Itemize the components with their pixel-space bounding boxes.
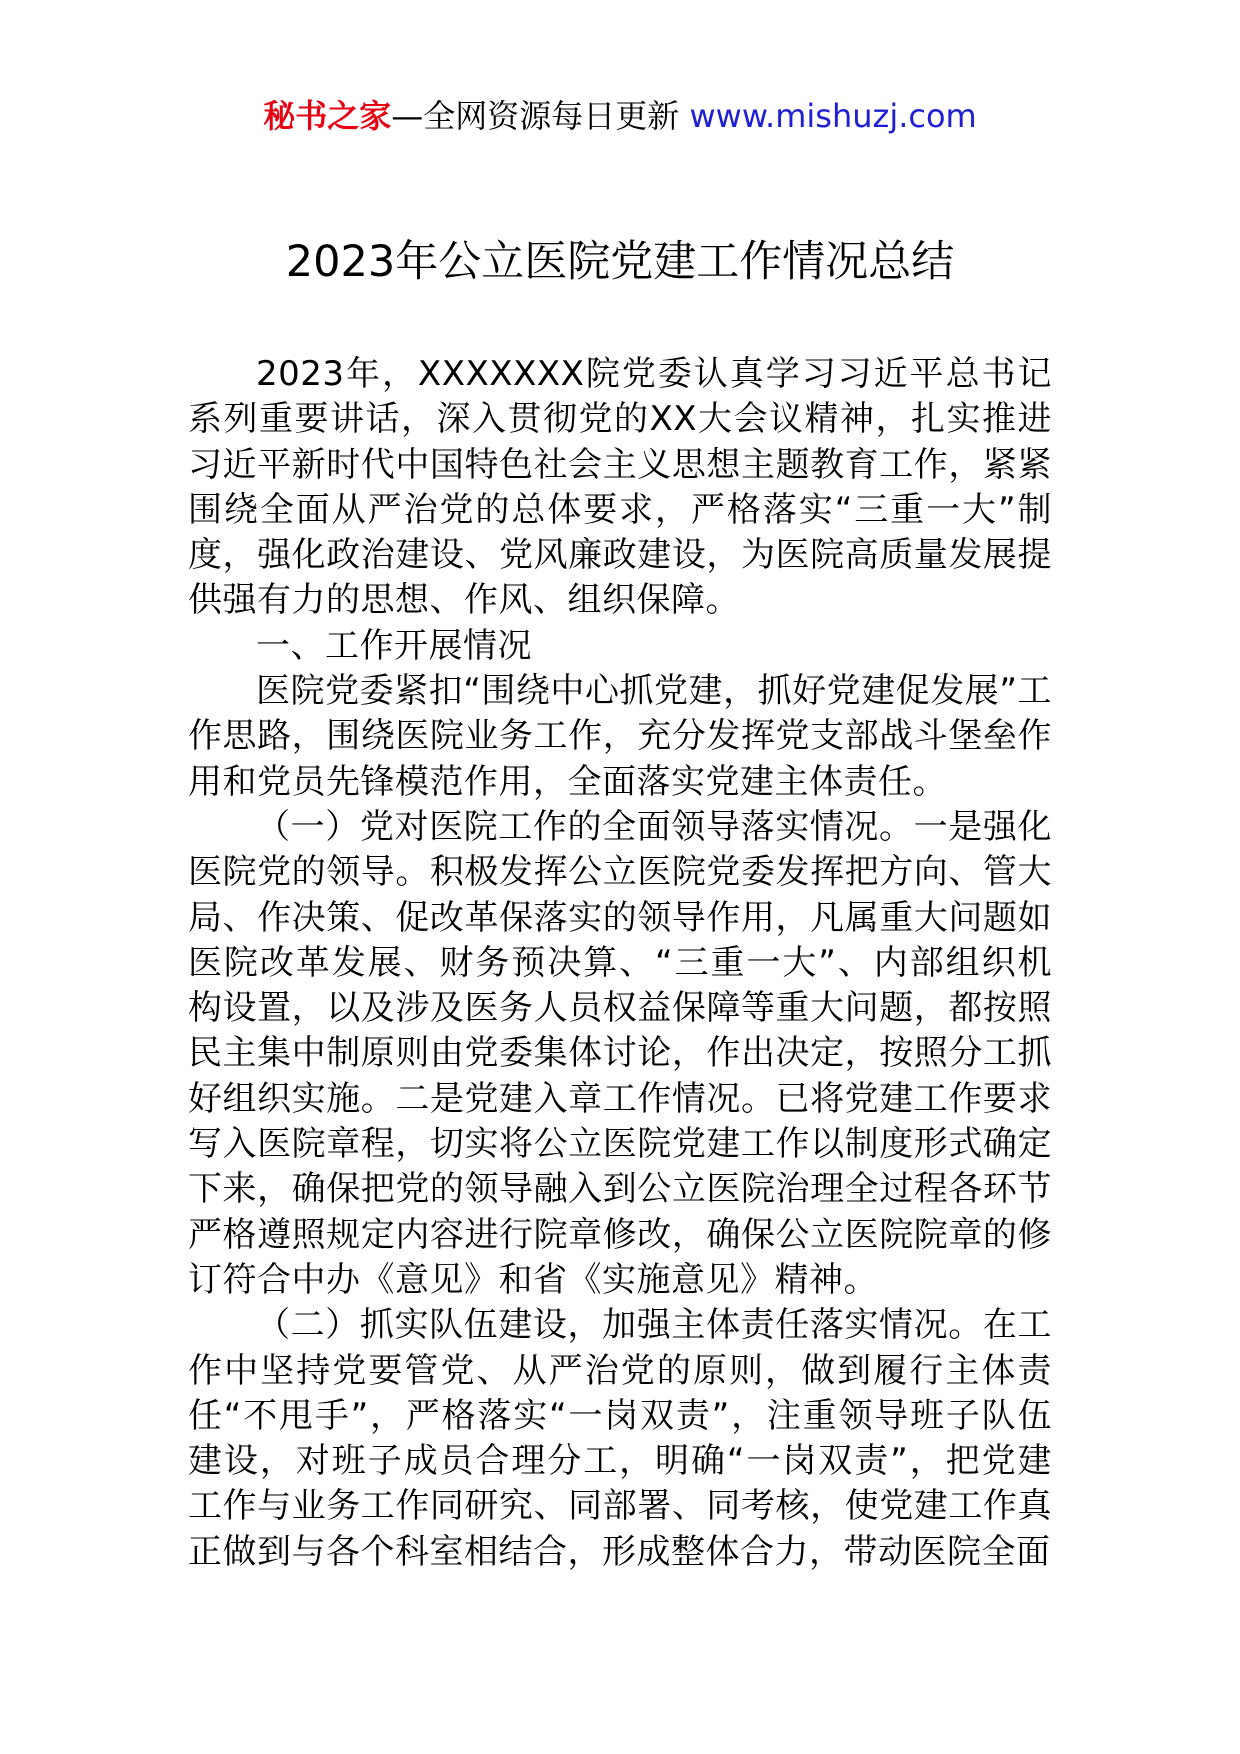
- intro-paragraph: 2023年，XXXXXXX院党委认真学习习近平总书记系列重要讲话，深入贯彻党的XX大会议精神，扎实推进习近平新时代中国特色社会主义思想主题教育工作，紧紧围绕全面从严治党的总体要求，严格落实“三重一大”制度，强化政治建设、党风廉政建设，为医院高质量发展提供强有力的思想、作风、组织保障。: [188, 354, 1052, 621]
- site-header: [0, 96, 1240, 136]
- site-url-link[interactable]: www.mishuzj.com: [689, 97, 977, 135]
- header-tagline: —全网资源每日更新: [391, 97, 680, 135]
- subsection-2-paragraph: （二）抓实队伍建设，加强主体责任落实情况。在工作中坚持党要管党、从严治党的原则，做到履行主体责任“不甩手”，严格落实“一岗双责”，注重领导班子队伍建设，对班子成员合理分工，明确“一岗双责”，把党建工作与业务工作同研究、同部署、同考核，使党建工作真正做到与各个科室相结合，形成整体合力，带动医院全面: [188, 1305, 1052, 1572]
- brand-name: 秘书之家: [263, 97, 392, 135]
- document-body: [188, 352, 1052, 1575]
- section-heading: 一、工作开展情况: [256, 625, 532, 666]
- document-title: 2023年公立医院党建工作情况总结: [285, 237, 955, 287]
- section-overview-paragraph: 医院党委紧扣“围绕中心抓党建，抓好党建促发展”工作思路，围绕医院业务工作，充分发挥党支部战斗堡垒作用和党员先锋模范作用，全面落实党建主体责任。: [188, 671, 1052, 802]
- subsection-1-paragraph: （一）党对医院工作的全面领导落实情况。一是强化医院党的领导。积极发挥公立医院党委发挥把方向、管大局、作决策、促改革保落实的领导作用，凡属重大问题如医院改革发展、财务预决算、“三重一大”、内部组织机构设置，以及涉及医务人员权益保障等重大问题，都按照民主集中制原则由党委集体讨论，作出决定，按照分工抓好组织实施。二是党建入章工作情况。已将党建工作要求写入医院章程，切实将公立医院党建工作以制度形式确定下来，确保把党的领导融入到公立医院治理全过程各环节严格遵照规定内容进行院章修改，确保公立医院院章的修订符合中办《意见》和省《实施意见》精神。: [188, 806, 1052, 1300]
